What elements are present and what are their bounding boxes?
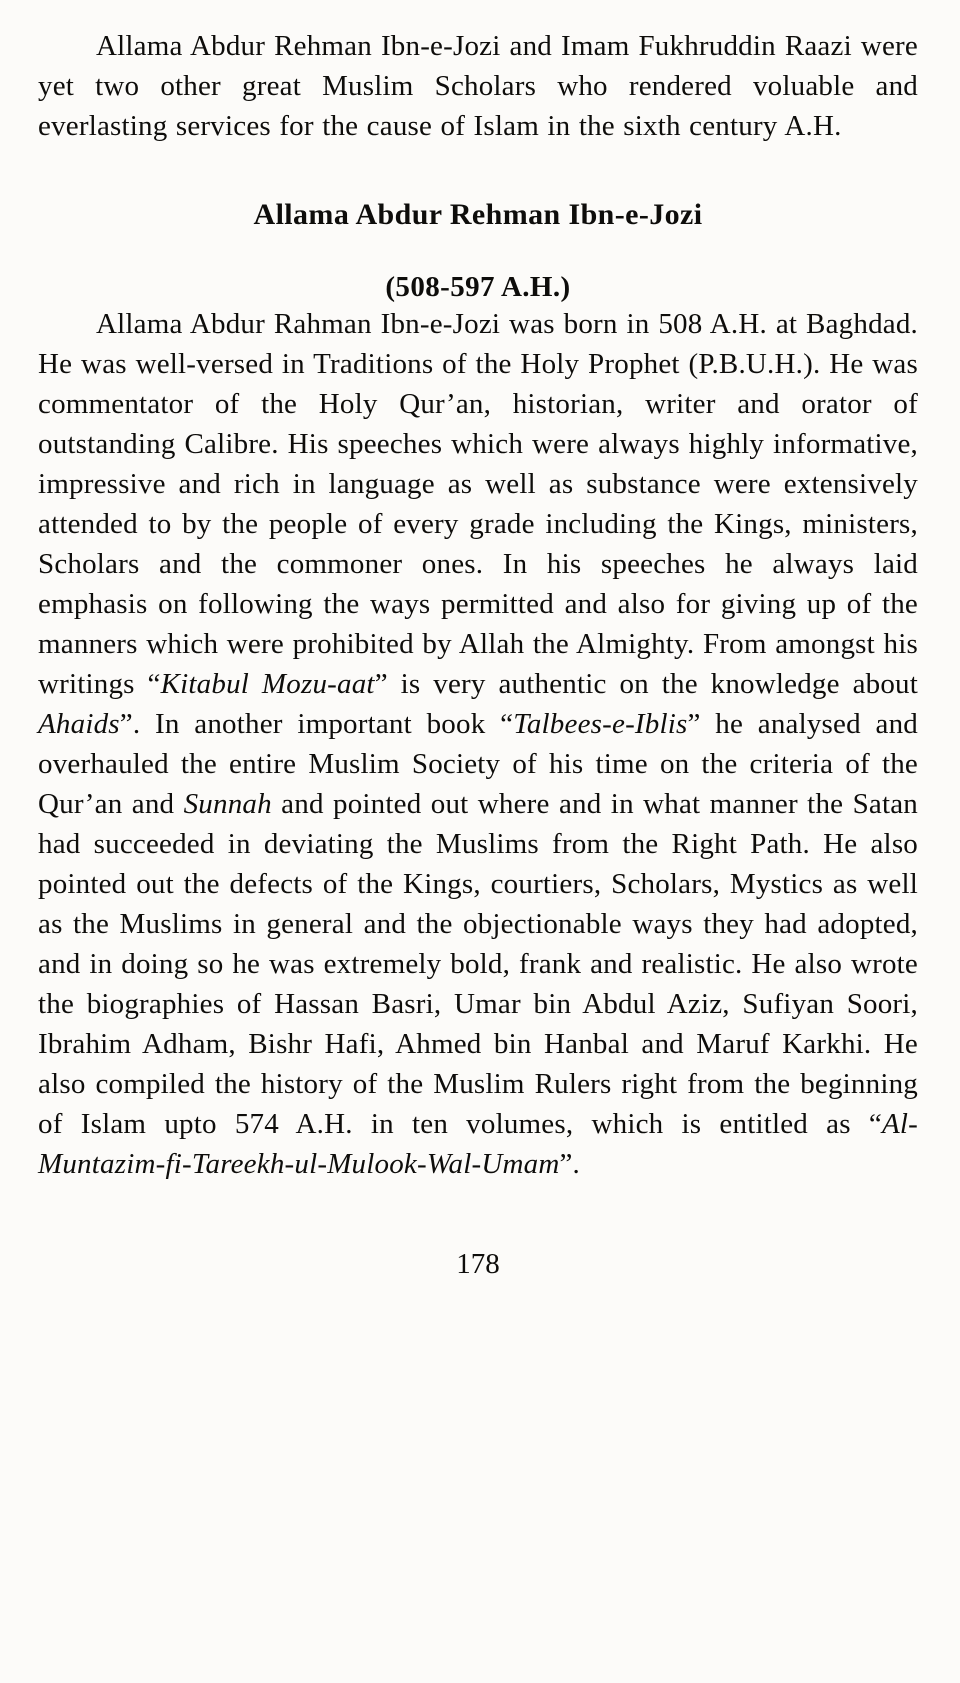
section-subheading: (508-597 A.H.) (385, 271, 571, 303)
body-paragraph: Allama Abdur Rahman Ibn-e-Jozi was born in 508 A.H. at Baghdad. He was well-versed in Traditions of the Holy Prophet (P.B.U.H.). He was commentator of the Holy Qur’an, historian, writer and orator of outstanding Calibre. His speeches which were always highly informative, impressive and rich in language as well as substance were extensively attended to by the people of every grade including the Kings, ministers, Scholars and the commoner ones. In his speeches he always laid emphasis on following the ways permitted and also for giving up of the manners which were prohibited by Allah the Almighty. From amongst his writings “Kitabul Mozu-aat” is very authentic on the knowledge about Ahaids”. In another important book “Talbees-e-Iblis” he analysed and overhauled the entire Muslim Society of his time on the criteria of the Qur’an and Sunnah and pointed out where and in what manner the Satan had succeeded in deviating the Muslims from the Right Path. He also pointed out the defects of the Kings, courtiers, Scholars, Mystics as well as the Muslims in general and the objectionable ways they had adopted, and in doing so he was extremely bold, frank and realistic. He also wrote the biographies of Hassan Basri, Umar bin Abdul Aziz, Sufiyan Soori, Ibrahim Adham, Bishr Hafi, Ahmed bin Hanbal and Maruf Karkhi. He also compiled the history of the Muslim Rulers right from the beginning of Islam upto 574 A.H. in ten volumes, which is entitled as “Al-Muntazim-fi-Tareekh-ul-Mulook-Wal-Umam”. (38, 308, 919, 1180)
section-heading: Allama Abdur Rehman Ibn-e-Jozi (253, 198, 703, 231)
page-number: 178 (456, 1248, 500, 1280)
intro-paragraph: Allama Abdur Rehman Ibn-e-Jozi and Imam Fukhruddin Raazi were yet two other great Muslim Scholars who rendered voluable and everlasting services for the cause of Islam in the sixth century A.H. (38, 30, 918, 142)
